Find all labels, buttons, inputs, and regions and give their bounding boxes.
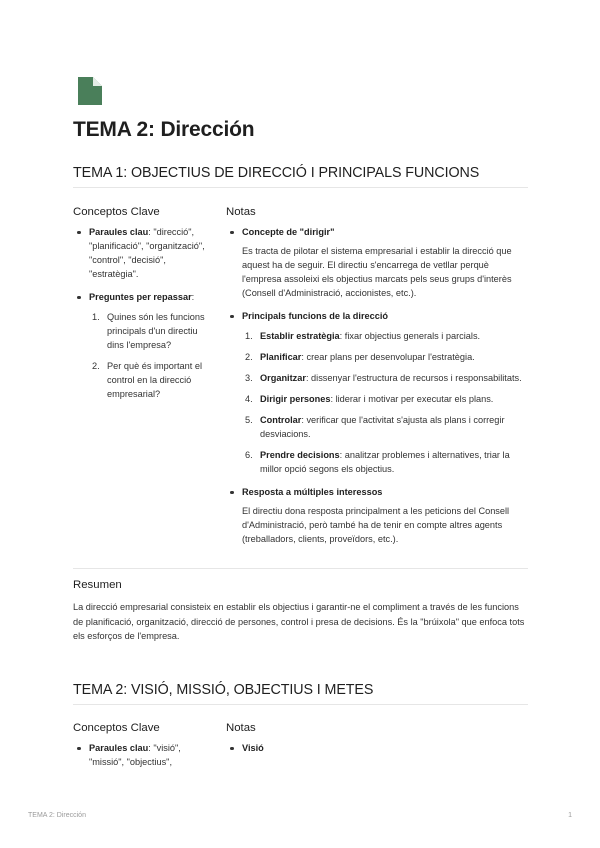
function-text: : analitzar problemes i alternatives, triar la millor opció segons els objectius.: [260, 450, 510, 474]
notas-heading: Notas: [226, 206, 256, 218]
function-item: [242, 371, 530, 385]
questions-item: [73, 290, 213, 401]
function-label: Controlar: [260, 415, 302, 425]
keywords-label: Paraules clau: [89, 227, 149, 237]
function-text: : fixar objectius generals i parcials.: [339, 331, 481, 341]
function-item: [242, 392, 530, 406]
function-item: [242, 413, 530, 441]
function-number: 2.: [245, 352, 253, 362]
function-text: : dissenyar l'estructura de recursos i responsabilitats.: [305, 373, 522, 383]
conceptos-heading: Conceptos Clave: [73, 206, 160, 218]
function-item: [242, 350, 530, 364]
function-label: Planificar: [260, 352, 302, 362]
function-label: Organitzar: [260, 373, 306, 383]
resumen-divider: [73, 568, 528, 569]
section-divider: [73, 187, 528, 188]
functions-item: [226, 309, 530, 476]
function-label: Establir estratègia: [260, 331, 340, 341]
document-icon: [78, 77, 102, 105]
function-number: 1.: [245, 331, 253, 341]
function-number: 5.: [245, 415, 253, 425]
question-item: [89, 359, 213, 401]
function-text: : crear plans per desenvolupar l'estratègia.: [301, 352, 475, 362]
section-divider: [73, 704, 528, 705]
functions-label: Principals funcions de la direcció: [242, 311, 389, 321]
keywords-item: [73, 741, 213, 769]
function-text: : verificar que l'activitat s'ajusta als plans i corregir desviacions.: [260, 415, 505, 439]
concept-label: Concepte de "dirigir": [242, 227, 335, 237]
response-item: [226, 485, 530, 546]
questions-label: Preguntes per repassar: [89, 292, 192, 302]
page-number: 1: [568, 812, 572, 819]
function-number: 4.: [245, 394, 253, 404]
function-number: 6.: [245, 450, 253, 460]
keywords-text: : "direcció", "planificació", "organització", "control", "decisió", "estratègia".: [89, 227, 205, 279]
vision-label: Visió: [242, 743, 264, 753]
concept-text: Es tracta de pilotar el sistema empresarial i establir la direcció que aquest ha de seguir. El directiu s'encarrega de vetllar perquè l'empresa assoleixi els objectius marcats pels seus grups d'interès (Consell d'Administració, accionistes, etc.).: [242, 246, 512, 298]
function-label: Dirigir persones: [260, 394, 331, 404]
notas-column: [226, 205, 530, 555]
response-label: Resposta a múltiples interessos: [242, 487, 383, 497]
function-label: Prendre decisions: [260, 450, 340, 460]
conceptos-heading: Conceptos Clave: [73, 722, 160, 734]
question-text: Quines són les funcions principals d'un directiu dins l'empresa?: [107, 312, 205, 350]
response-text: El directiu dona resposta principalment a les peticions del Consell d'Administració, però també ha de tenir en compte altres agents (treballadors, clients, proveïdors, etc.).: [242, 506, 510, 544]
page-title: TEMA 2: Dirección: [73, 118, 255, 141]
resumen-heading: Resumen: [73, 579, 122, 591]
section-heading: TEMA 2: VISIÓ, MISSIÓ, OBJECTIUS I METES: [73, 682, 374, 698]
keywords-text: : "visió", "missió", "objectius",: [89, 743, 181, 767]
question-number: 2.: [92, 361, 100, 371]
questions-suffix: :: [191, 292, 195, 302]
question-item: [89, 310, 213, 352]
function-text: : liderar i motivar per executar els plans.: [330, 394, 494, 404]
function-item: [242, 329, 530, 343]
vision-item: [226, 741, 530, 755]
concept-item: [226, 225, 530, 300]
conceptos-column: [73, 721, 213, 778]
question-text: Per què és important el control en la direcció empresarial?: [107, 361, 202, 399]
conceptos-column: [73, 205, 213, 410]
function-number: 3.: [245, 373, 253, 383]
resumen-text: La direcció empresarial consisteix en establir els objectius i garantir-ne el compliment a través de les funcions de planificació, organització, direcció de persones, control i presa de decisions. És la "brúixola" que enfoca tots els esforços de l'empresa.: [73, 602, 525, 641]
section-heading: TEMA 1: OBJECTIUS DE DIRECCIÓ I PRINCIPALS FUNCIONS: [73, 165, 480, 181]
keywords-label: Paraules clau: [89, 743, 149, 753]
question-number: 1.: [92, 312, 100, 322]
notas-column: [226, 721, 530, 764]
function-item: [242, 448, 530, 476]
keywords-item: [73, 225, 213, 281]
footer-title: TEMA 2: Dirección: [28, 812, 86, 819]
notas-heading: Notas: [226, 722, 256, 734]
